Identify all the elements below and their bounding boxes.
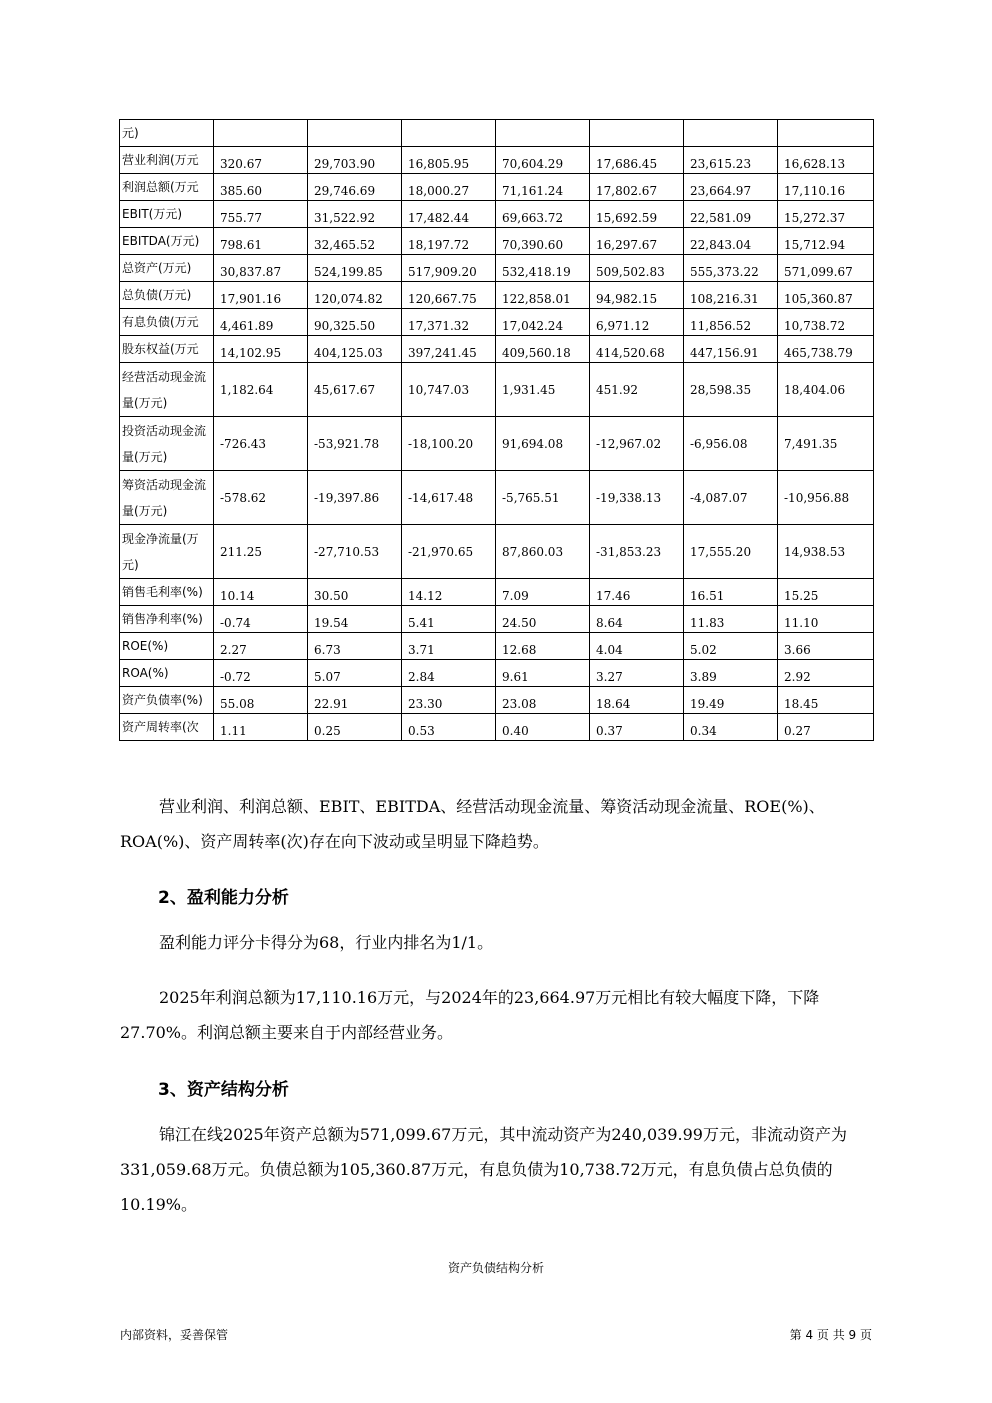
table-cell: 23,615.23 (684, 147, 778, 174)
table-cell: 70,390.60 (496, 228, 590, 255)
table-cell: -12,967.02 (590, 417, 684, 471)
table-cell: 45,617.67 (308, 363, 402, 417)
row-label: 资产周转率(次 (120, 714, 214, 741)
table-cell: 17,110.16 (778, 174, 874, 201)
row-label: 销售净利率(%) (120, 606, 214, 633)
table-cell (778, 120, 874, 147)
table-cell (214, 120, 308, 147)
row-label: 投资活动现金流量(万元) (120, 417, 214, 471)
table-cell: 16,628.13 (778, 147, 874, 174)
table-cell: 2.27 (214, 633, 308, 660)
table-cell: 14,938.53 (778, 525, 874, 579)
table-row (120, 255, 874, 282)
table-cell: 94,982.15 (590, 282, 684, 309)
table-cell: -6,956.08 (684, 417, 778, 471)
table-cell: 22,843.04 (684, 228, 778, 255)
table-row (120, 633, 874, 660)
row-label: ROE(%) (120, 633, 214, 660)
table-cell: -5,765.51 (496, 471, 590, 525)
table-cell: 18,404.06 (778, 363, 874, 417)
table-cell: 6.73 (308, 633, 402, 660)
table-cell: 1,182.64 (214, 363, 308, 417)
table-cell (308, 120, 402, 147)
table-cell: 19.54 (308, 606, 402, 633)
table-cell: 798.61 (214, 228, 308, 255)
table-cell: 15.25 (778, 579, 874, 606)
table-cell: 10,738.72 (778, 309, 874, 336)
table-cell: -53,921.78 (308, 417, 402, 471)
table-cell: 17,371.32 (402, 309, 496, 336)
table-cell: 517,909.20 (402, 255, 496, 282)
table-cell: 414,520.68 (590, 336, 684, 363)
table-cell: 18,197.72 (402, 228, 496, 255)
table-row (120, 417, 874, 471)
row-label: 筹资活动现金流量(万元) (120, 471, 214, 525)
table-cell: 11,856.52 (684, 309, 778, 336)
table-cell: -578.62 (214, 471, 308, 525)
table-cell: 69,663.72 (496, 201, 590, 228)
table-cell: 17.46 (590, 579, 684, 606)
table-cell: 11.83 (684, 606, 778, 633)
table-row (120, 687, 874, 714)
table-cell: 24.50 (496, 606, 590, 633)
table-cell: 30.50 (308, 579, 402, 606)
table-cell: 3.71 (402, 633, 496, 660)
table-cell: 1,931.45 (496, 363, 590, 417)
table-cell: 409,560.18 (496, 336, 590, 363)
table-row (120, 579, 874, 606)
table-cell: 3.27 (590, 660, 684, 687)
table-cell (684, 120, 778, 147)
table-cell: 18,000.27 (402, 174, 496, 201)
table-cell: 18.64 (590, 687, 684, 714)
table-cell: 404,125.03 (308, 336, 402, 363)
row-label: 营业利润(万元 (120, 147, 214, 174)
table-row (120, 363, 874, 417)
footer-confidential-note: 内部资料，妥善保管 (120, 1328, 229, 1342)
table-cell: 70,604.29 (496, 147, 590, 174)
table-cell: 16.51 (684, 579, 778, 606)
table-cell: 10.14 (214, 579, 308, 606)
table-cell: 12.68 (496, 633, 590, 660)
table-cell: 14.12 (402, 579, 496, 606)
table-row (120, 714, 874, 741)
table-cell: 7,491.35 (778, 417, 874, 471)
table-row (120, 120, 874, 147)
table-cell: 10,747.03 (402, 363, 496, 417)
table-row (120, 282, 874, 309)
table-cell: -31,853.23 (590, 525, 684, 579)
table-cell: 22.91 (308, 687, 402, 714)
row-label: 总负债(万元) (120, 282, 214, 309)
table-cell: 17,042.24 (496, 309, 590, 336)
row-label: 元) (120, 120, 214, 147)
table-row (120, 228, 874, 255)
table-cell: 31,522.92 (308, 201, 402, 228)
table-cell: 23,664.97 (684, 174, 778, 201)
table-cell: 23.30 (402, 687, 496, 714)
table-cell: 14,102.95 (214, 336, 308, 363)
table-cell: 465,738.79 (778, 336, 874, 363)
table-cell: 29,746.69 (308, 174, 402, 201)
table-cell: 87,860.03 (496, 525, 590, 579)
table-row (120, 336, 874, 363)
row-label: 资产负债率(%) (120, 687, 214, 714)
table-cell: -0.74 (214, 606, 308, 633)
table-cell: 2.84 (402, 660, 496, 687)
table-cell: -19,338.13 (590, 471, 684, 525)
table-cell: 23.08 (496, 687, 590, 714)
table-cell: 3.66 (778, 633, 874, 660)
table-row (120, 606, 874, 633)
table-row (120, 147, 874, 174)
table-cell: 5.02 (684, 633, 778, 660)
table-cell: 19.49 (684, 687, 778, 714)
table-cell: -19,397.86 (308, 471, 402, 525)
section-heading-asset-structure: 3、资产结构分析 (158, 1080, 289, 1100)
table-cell: 524,199.85 (308, 255, 402, 282)
table-cell: 16,805.95 (402, 147, 496, 174)
table-cell: 4,461.89 (214, 309, 308, 336)
table-cell: 4.04 (590, 633, 684, 660)
table-row (120, 660, 874, 687)
table-cell: 509,502.83 (590, 255, 684, 282)
table-cell: 15,692.59 (590, 201, 684, 228)
asset-detail-paragraph: 锦江在线2025年资产总额为571,099.67万元，其中流动资产为240,039.99万元，非流动资产为331,059.68万元。负债总额为105,360.87万元，有息负债为10,738.72万元，有息负债占总负债的10.19%。 (120, 1125, 847, 1214)
table-cell: 397,241.45 (402, 336, 496, 363)
table-cell: 0.53 (402, 714, 496, 741)
table-cell: 5.41 (402, 606, 496, 633)
footer-page-number: 第 4 页 共 9 页 (789, 1328, 872, 1342)
table-cell: 122,858.01 (496, 282, 590, 309)
table-cell: -27,710.53 (308, 525, 402, 579)
table-cell (496, 120, 590, 147)
table-cell: 15,272.37 (778, 201, 874, 228)
table-cell: 16,297.67 (590, 228, 684, 255)
table-cell: 18.45 (778, 687, 874, 714)
table-cell: -4,087.07 (684, 471, 778, 525)
table-cell: 2.92 (778, 660, 874, 687)
table-cell: 0.34 (684, 714, 778, 741)
table-cell: 105,360.87 (778, 282, 874, 309)
trend-paragraph: 营业利润、利润总额、EBIT、EBITDA、经营活动现金流量、筹资活动现金流量、ROE(%)、ROA(%)、资产周转率(次)存在向下波动或呈明显下降趋势。 (120, 797, 825, 851)
table-cell: 5.07 (308, 660, 402, 687)
table-row (120, 174, 874, 201)
table-cell: -18,100.20 (402, 417, 496, 471)
row-label: 利润总额(万元 (120, 174, 214, 201)
table-cell (402, 120, 496, 147)
table-cell: -0.72 (214, 660, 308, 687)
table-cell: 28,598.35 (684, 363, 778, 417)
table-cell: 447,156.91 (684, 336, 778, 363)
row-label: 总资产(万元) (120, 255, 214, 282)
table-cell: 555,373.22 (684, 255, 778, 282)
table-cell: 0.25 (308, 714, 402, 741)
table-row (120, 471, 874, 525)
row-label: EBITDA(万元) (120, 228, 214, 255)
table-cell: 22,581.09 (684, 201, 778, 228)
table-cell: 29,703.90 (308, 147, 402, 174)
table-cell: 17,802.67 (590, 174, 684, 201)
table-cell: 451.92 (590, 363, 684, 417)
profit-detail-paragraph: 2025年利润总额为17,110.16万元，与2024年的23,664.97万元相比有较大幅度下降，下降27.70%。利润总额主要来自于内部经营业务。 (120, 988, 820, 1042)
financial-indicators-table (119, 119, 874, 741)
table-cell: 15,712.94 (778, 228, 874, 255)
row-label: 有息负债(万元 (120, 309, 214, 336)
table-cell: 11.10 (778, 606, 874, 633)
table-cell: 17,901.16 (214, 282, 308, 309)
table-cell: 1.11 (214, 714, 308, 741)
table-cell: 320.67 (214, 147, 308, 174)
table-cell: -14,617.48 (402, 471, 496, 525)
table-cell: 90,325.50 (308, 309, 402, 336)
table-cell: 32,465.52 (308, 228, 402, 255)
table-cell: 385.60 (214, 174, 308, 201)
row-label: EBIT(万元) (120, 201, 214, 228)
table-cell: 17,686.45 (590, 147, 684, 174)
table-cell: 9.61 (496, 660, 590, 687)
row-label: 销售毛利率(%) (120, 579, 214, 606)
table-cell: 532,418.19 (496, 255, 590, 282)
table-cell: 571,099.67 (778, 255, 874, 282)
table-cell: 71,161.24 (496, 174, 590, 201)
table-cell: 17,482.44 (402, 201, 496, 228)
table-cell: 7.09 (496, 579, 590, 606)
table-cell: 6,971.12 (590, 309, 684, 336)
table-cell: 17,555.20 (684, 525, 778, 579)
table-cell: 120,667.75 (402, 282, 496, 309)
chart-caption: 资产负债结构分析 (447, 1261, 544, 1275)
table-cell: 755.77 (214, 201, 308, 228)
table-cell: 91,694.08 (496, 417, 590, 471)
profit-score-paragraph: 盈利能力评分卡得分为68，行业内排名为1/1。 (159, 933, 494, 952)
table-cell: 0.27 (778, 714, 874, 741)
table-cell: 0.40 (496, 714, 590, 741)
table-cell: -21,970.65 (402, 525, 496, 579)
table-row (120, 525, 874, 579)
table-cell: 211.25 (214, 525, 308, 579)
row-label: ROA(%) (120, 660, 214, 687)
row-label: 现金净流量(万元) (120, 525, 214, 579)
table-row (120, 201, 874, 228)
table-cell: -726.43 (214, 417, 308, 471)
table-cell: 30,837.87 (214, 255, 308, 282)
table-cell: 8.64 (590, 606, 684, 633)
table-cell: 55.08 (214, 687, 308, 714)
table-cell: 108,216.31 (684, 282, 778, 309)
table-cell: 3.89 (684, 660, 778, 687)
table-cell: -10,956.88 (778, 471, 874, 525)
section-heading-profitability: 2、盈利能力分析 (158, 888, 289, 908)
table-cell: 120,074.82 (308, 282, 402, 309)
table-row (120, 309, 874, 336)
table-cell: 0.37 (590, 714, 684, 741)
row-label: 经营活动现金流量(万元) (120, 363, 214, 417)
table-cell (590, 120, 684, 147)
row-label: 股东权益(万元 (120, 336, 214, 363)
